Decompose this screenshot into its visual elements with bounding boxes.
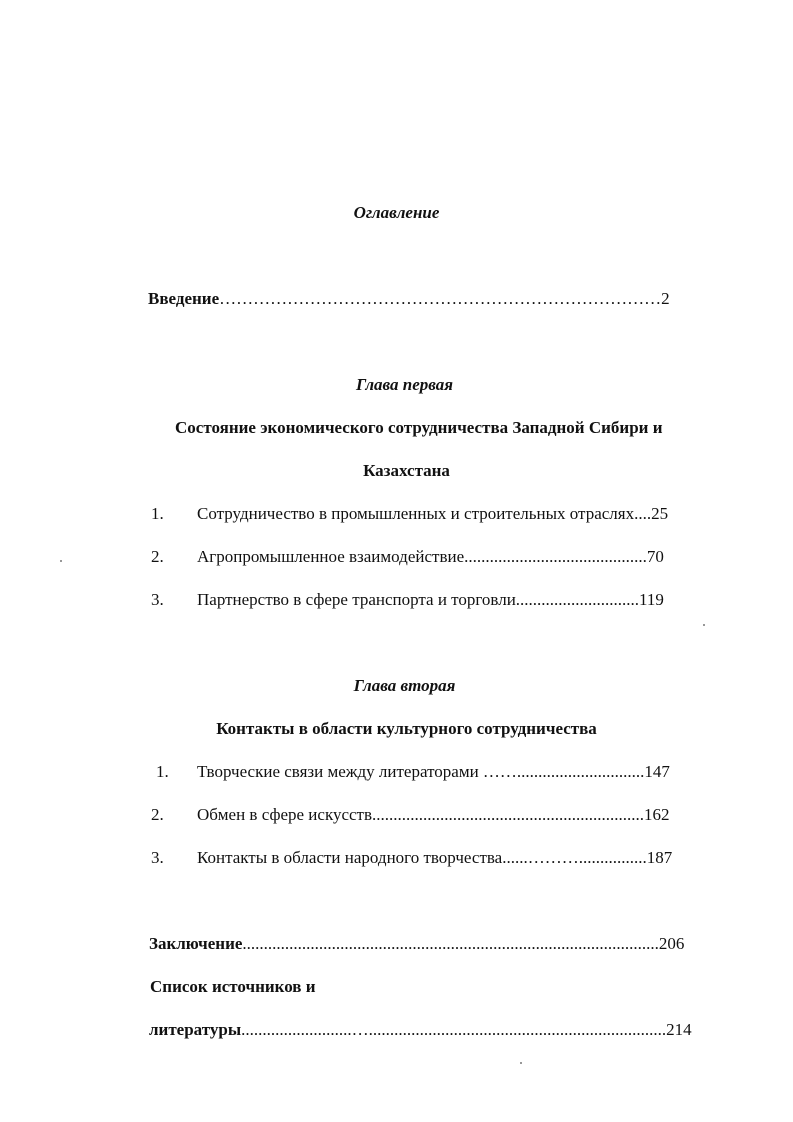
toc-entry-conclusion-label: Заключение <box>149 934 243 953</box>
chapter1-item-text: Партнерство в сфере транспорта и торговли.............................119 <box>197 590 664 609</box>
scan-speck <box>703 624 705 626</box>
chapter2-item-number: 3. <box>151 848 164 867</box>
toc-entry-intro-label: Введение <box>148 289 220 308</box>
toc-entry-sources-label: литературы <box>149 1020 242 1039</box>
chapter1-item-text: Сотрудничество в промышленных и строительных отраслях....25 <box>197 504 669 523</box>
chapter2-item-text: Творческие связи между литераторами ……..............................147 <box>197 762 670 781</box>
chapter1-heading: Глава первая <box>355 375 454 394</box>
chapter2-item-text: Контакты в области народного творчества......………................187 <box>197 848 673 867</box>
toc-entry-conclusion <box>149 934 684 954</box>
chapter1-title-line1: Состояние экономического сотрудничества Западной Сибири и <box>175 418 663 437</box>
chapter1-title-line2: Казахстана <box>363 461 450 480</box>
toc-entry-sources <box>149 1020 692 1040</box>
toc-entry-conclusion-page: 206 <box>658 934 685 953</box>
chapter1-item-number: 3. <box>151 590 164 609</box>
toc-entry-intro <box>148 289 670 309</box>
toc-title: Оглавление <box>353 203 440 222</box>
chapter1-item-text: Агропромышленное взаимодействие...........................................70 <box>197 547 664 566</box>
chapter2-title: Контакты в области культурного сотрудничества <box>216 719 597 738</box>
chapter2-item-text: Обмен в сфере искусств................................................................162 <box>197 805 670 824</box>
chapter2-item-number: 2. <box>151 805 164 824</box>
scan-speck <box>520 1062 522 1064</box>
chapter1-item-number: 1. <box>151 504 164 523</box>
toc-entry-sources-page: 214 <box>666 1020 692 1039</box>
toc-entry-conclusion-dots: .................................................................................................. <box>242 934 659 953</box>
chapter2-heading: Глава вторая <box>353 676 456 695</box>
chapter1-item-number: 2. <box>151 547 164 566</box>
toc-entry-intro-dots: …………………………………………………………………… <box>219 289 662 308</box>
toc-entry-intro-page: 2 <box>661 289 670 308</box>
scan-speck <box>60 560 62 562</box>
toc-entry-sources-dots: ..........................…...................................................................... <box>241 1020 667 1039</box>
toc-entry-sources-line1: Список источников и <box>150 977 316 996</box>
chapter2-item-number: 1. <box>156 762 169 781</box>
